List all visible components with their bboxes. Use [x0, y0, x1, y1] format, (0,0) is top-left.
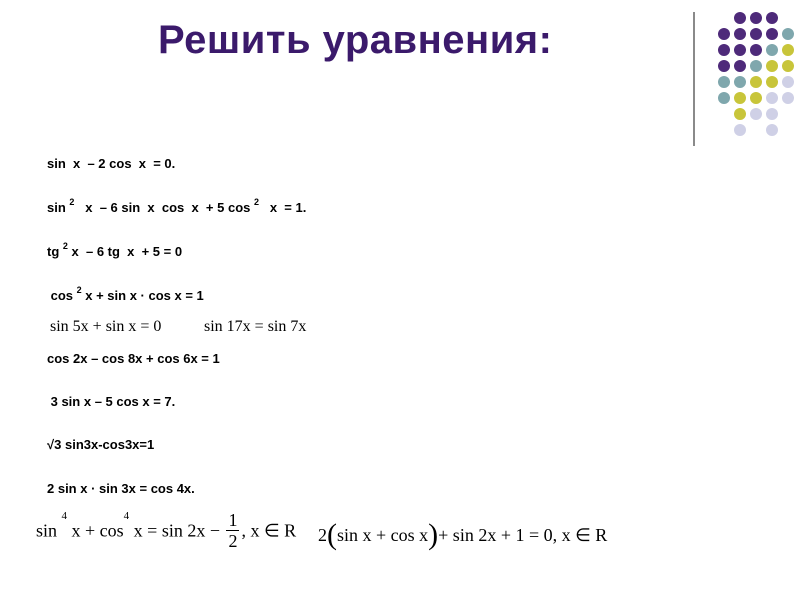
decorative-dot: [766, 12, 778, 24]
decorative-dot: [766, 108, 778, 120]
equation-7: 3 sin x – 5 cos x = 7.: [47, 394, 176, 409]
decorative-dot: [734, 108, 746, 120]
decorative-dot: [718, 44, 730, 56]
decorative-dot: [718, 28, 730, 40]
slide-title: Решить уравнения:: [158, 18, 553, 62]
decorative-dot: [766, 76, 778, 88]
decorative-dot: [782, 44, 794, 56]
equation-1: sin x – 2 cos x = 0.: [47, 156, 176, 171]
decorative-dot: [750, 92, 762, 104]
decorative-dot: [734, 60, 746, 72]
decorative-dot: [766, 28, 778, 40]
decorative-dot: [718, 76, 730, 88]
decorative-dot: [750, 60, 762, 72]
equation-3: tg $^2$ x – 6 tg x + 5 = 0: [47, 241, 183, 259]
equation-11: 2(sin x + cos x)+ sin 2x + 1 = 0, x ∈ R: [318, 518, 608, 551]
equation-4: cos $^2$ x + sin x · cos x = 1: [47, 285, 204, 303]
decorative-dot: [766, 60, 778, 72]
fraction-one-half: $\frac{1}{2}$: [228, 510, 238, 551]
decorative-dot: [782, 28, 794, 40]
equation-5b: sin 17x = sin 7x: [204, 318, 307, 335]
decorative-dot: [718, 60, 730, 72]
decorative-dot: [734, 124, 746, 136]
decorative-dot: [750, 108, 762, 120]
equation-8: √3 sin3x-cos3x=1: [47, 437, 155, 452]
decorative-dot: [734, 44, 746, 56]
decorative-dot: [734, 76, 746, 88]
decorative-dot: [734, 12, 746, 24]
equation-2: sin $^2$ x – 6 sin x cos x + 5 cos $^2$ x = 1.: [47, 197, 307, 215]
decorative-dot: [782, 76, 794, 88]
decorative-dot: [734, 92, 746, 104]
equation-10: sin $^4$ $x + \cos^4 x = \sin 2x$ − $\frac{1}{2}$ , x ∈ R: [36, 510, 297, 551]
decorative-dot: [750, 28, 762, 40]
decorative-dot: [782, 92, 794, 104]
decorative-dot: [718, 92, 730, 104]
divider-line: [693, 12, 695, 146]
equation-9: 2 sin x · sin 3x = cos 4x.: [47, 481, 195, 496]
decorative-dot: [750, 44, 762, 56]
decorative-dot: [766, 44, 778, 56]
equation-5a: sin 5x + sin x = 0: [50, 318, 162, 335]
equation-6: cos 2x – cos 8x + cos 6x = 1: [47, 351, 220, 366]
decorative-dot: [766, 124, 778, 136]
decorative-dot: [750, 12, 762, 24]
decorative-dot: [750, 76, 762, 88]
decorative-dot: [782, 60, 794, 72]
decorative-dot: [766, 92, 778, 104]
decorative-dot: [734, 28, 746, 40]
